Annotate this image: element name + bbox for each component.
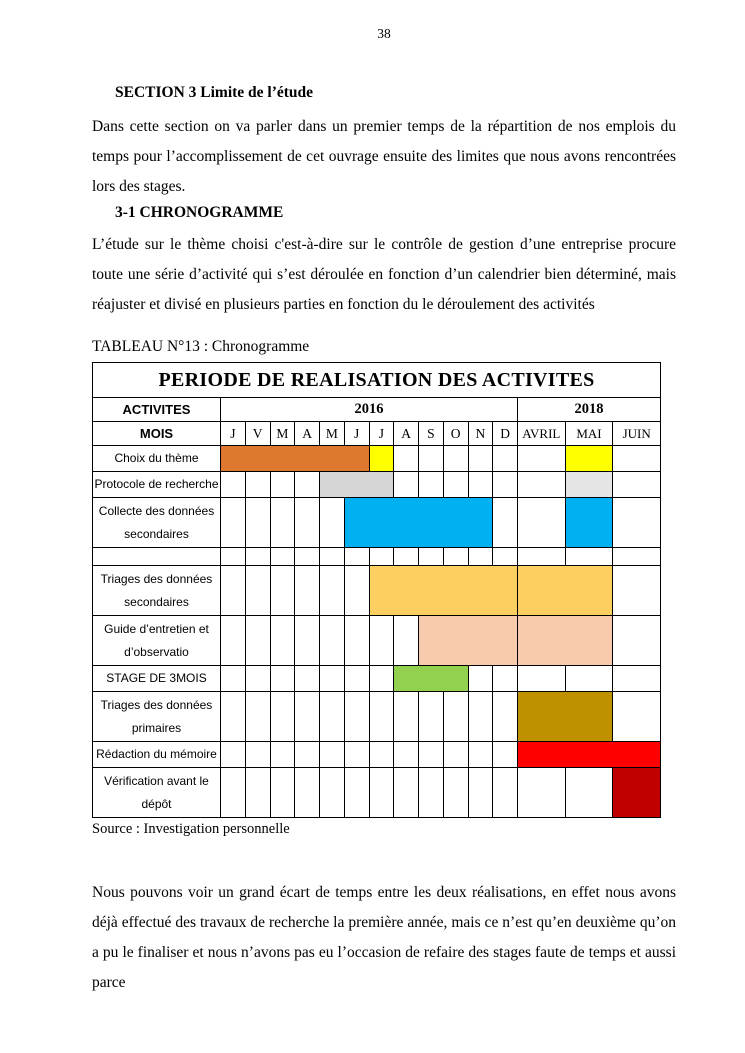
- empty-cell: [320, 566, 345, 616]
- empty-cell: [518, 548, 566, 566]
- empty-cell: [493, 768, 518, 818]
- empty-cell: [270, 692, 295, 742]
- empty-cell: [344, 666, 369, 692]
- empty-cell: [295, 742, 320, 768]
- empty-cell: [221, 666, 246, 692]
- empty-cell: [344, 692, 369, 742]
- empty-cell: [344, 742, 369, 768]
- activity-label: [93, 548, 221, 566]
- month-header-cell: O: [443, 422, 468, 446]
- empty-cell: [320, 548, 345, 566]
- month-header-cell: S: [419, 422, 444, 446]
- empty-cell: [245, 472, 270, 498]
- activity-label: STAGE DE 3MOIS: [93, 666, 221, 692]
- empty-cell: [295, 566, 320, 616]
- empty-cell: [344, 566, 369, 616]
- empty-cell: [443, 548, 468, 566]
- gantt-bar: [565, 498, 613, 548]
- empty-cell: [295, 498, 320, 548]
- activity-label: Choix du thème: [93, 446, 221, 472]
- empty-cell: [613, 548, 661, 566]
- month-header-cell: M: [270, 422, 295, 446]
- empty-cell: [493, 666, 518, 692]
- empty-cell: [565, 666, 613, 692]
- empty-cell: [369, 768, 394, 818]
- month-header-cell: A: [394, 422, 419, 446]
- empty-cell: [369, 692, 394, 742]
- empty-cell: [613, 472, 661, 498]
- empty-cell: [394, 548, 419, 566]
- page-number: 38: [377, 26, 391, 41]
- empty-cell: [443, 472, 468, 498]
- activity-label: Triages des données primaires: [93, 692, 221, 742]
- empty-cell: [344, 548, 369, 566]
- empty-cell: [468, 666, 493, 692]
- activity-label: Rédaction du mémoire: [93, 742, 221, 768]
- chronogramme-paragraph: L’étude sur le thème choisi c'est-à-dire sur le contrôle de gestion d’une entreprise procure toute une série d’activité qui s’est déroulée en fonction d’un calendrier bien déterminé, mais réajuster et divisé en plusieurs parties en fonction du le déroulement des activités: [92, 236, 676, 313]
- empty-cell: [270, 548, 295, 566]
- empty-cell: [468, 742, 493, 768]
- gantt-bar: [369, 566, 518, 616]
- empty-cell: [245, 742, 270, 768]
- activity-label: Guide d’entretien et d’observatio: [93, 616, 221, 666]
- empty-cell: [613, 498, 661, 548]
- gantt-bar: [565, 446, 613, 472]
- empty-cell: [518, 768, 566, 818]
- empty-cell: [394, 742, 419, 768]
- empty-cell: [493, 472, 518, 498]
- month-header-cell: J: [344, 422, 369, 446]
- empty-cell: [270, 616, 295, 666]
- activity-label: Vérification avant le dépôt: [93, 768, 221, 818]
- empty-cell: [468, 446, 493, 472]
- empty-cell: [320, 666, 345, 692]
- year-2018-header: 2018: [518, 398, 661, 422]
- empty-cell: [613, 616, 661, 666]
- empty-cell: [295, 692, 320, 742]
- empty-cell: [493, 446, 518, 472]
- empty-cell: [270, 566, 295, 616]
- empty-cell: [245, 566, 270, 616]
- empty-cell: [394, 472, 419, 498]
- empty-cell: [270, 498, 295, 548]
- empty-cell: [221, 768, 246, 818]
- empty-cell: [518, 472, 566, 498]
- empty-cell: [369, 742, 394, 768]
- empty-cell: [394, 692, 419, 742]
- empty-cell: [221, 742, 246, 768]
- gantt-bar: [518, 742, 661, 768]
- conclusion-paragraph: Nous pouvons voir un grand écart de temps entre les deux réalisations, en effet nous avons déjà effectué des travaux de recherche la première année, mais ce n’est qu’en deuxième qu’on a pu le finaliser et nous n’avons pas eu l’occasion de refaire des stages faute de temps et aussi parce: [92, 884, 676, 991]
- empty-cell: [320, 742, 345, 768]
- empty-cell: [493, 742, 518, 768]
- month-header-cell: JUIN: [613, 422, 661, 446]
- empty-cell: [245, 692, 270, 742]
- gantt-bar: [518, 692, 613, 742]
- empty-cell: [221, 472, 246, 498]
- activity-label: Triages des données secondaires: [93, 566, 221, 616]
- empty-cell: [443, 768, 468, 818]
- empty-cell: [369, 666, 394, 692]
- month-header-cell: MAI: [565, 422, 613, 446]
- empty-cell: [493, 692, 518, 742]
- empty-cell: [270, 472, 295, 498]
- empty-cell: [320, 616, 345, 666]
- empty-cell: [613, 666, 661, 692]
- empty-cell: [320, 692, 345, 742]
- activities-column-header: ACTIVITES: [93, 398, 221, 422]
- empty-cell: [394, 768, 419, 818]
- table-caption: TABLEAU N°13 : Chronogramme: [92, 338, 310, 355]
- empty-cell: [419, 742, 444, 768]
- empty-cell: [221, 548, 246, 566]
- activity-label: Collecte des données secondaires: [93, 498, 221, 548]
- empty-cell: [221, 498, 246, 548]
- month-header-cell: D: [493, 422, 518, 446]
- month-header-cell: M: [320, 422, 345, 446]
- gantt-title: PERIODE DE REALISATION DES ACTIVITES: [93, 363, 661, 398]
- empty-cell: [295, 666, 320, 692]
- empty-cell: [245, 666, 270, 692]
- empty-cell: [344, 616, 369, 666]
- gantt-bar: [565, 472, 613, 498]
- empty-cell: [221, 566, 246, 616]
- gantt-bar: [613, 768, 661, 818]
- empty-cell: [419, 692, 444, 742]
- empty-cell: [295, 472, 320, 498]
- intro-paragraph: Dans cette section on va parler dans un premier temps de la répartition de nos emplois du temps pour l’accomplissement de cet ouvrage ensuite des limites que nous avons rencontrées lors des stages.: [92, 118, 676, 195]
- gantt-bar: [221, 446, 370, 472]
- empty-cell: [394, 446, 419, 472]
- empty-cell: [369, 548, 394, 566]
- empty-cell: [565, 548, 613, 566]
- chronogramme-heading: 3-1 CHRONOGRAMME: [115, 204, 284, 221]
- empty-cell: [344, 768, 369, 818]
- year-2016-header: 2016: [221, 398, 518, 422]
- empty-cell: [245, 616, 270, 666]
- gantt-bar: [344, 498, 493, 548]
- empty-cell: [245, 768, 270, 818]
- chronogramme-gantt-table: [92, 362, 661, 818]
- empty-cell: [221, 616, 246, 666]
- empty-cell: [443, 446, 468, 472]
- empty-cell: [221, 692, 246, 742]
- gantt-bar: [518, 566, 613, 616]
- empty-cell: [419, 548, 444, 566]
- empty-cell: [613, 446, 661, 472]
- empty-cell: [613, 692, 661, 742]
- gantt-bar: [394, 666, 468, 692]
- empty-cell: [419, 446, 444, 472]
- empty-cell: [468, 548, 493, 566]
- gantt-bar: [419, 616, 518, 666]
- empty-cell: [270, 742, 295, 768]
- empty-cell: [394, 616, 419, 666]
- empty-cell: [419, 472, 444, 498]
- empty-cell: [295, 768, 320, 818]
- gantt-bar: [320, 472, 394, 498]
- month-header-cell: AVRIL: [518, 422, 566, 446]
- empty-cell: [270, 666, 295, 692]
- empty-cell: [320, 768, 345, 818]
- month-header-cell: A: [295, 422, 320, 446]
- empty-cell: [518, 498, 566, 548]
- empty-cell: [468, 692, 493, 742]
- activity-label: Protocole de recherche: [93, 472, 221, 498]
- month-header-cell: J: [221, 422, 246, 446]
- empty-cell: [443, 742, 468, 768]
- empty-cell: [468, 472, 493, 498]
- gantt-bar: [369, 446, 394, 472]
- empty-cell: [443, 692, 468, 742]
- empty-cell: [295, 616, 320, 666]
- empty-cell: [270, 768, 295, 818]
- section-heading: SECTION 3 Limite de l’étude: [115, 84, 314, 101]
- empty-cell: [518, 666, 566, 692]
- empty-cell: [493, 498, 518, 548]
- empty-cell: [468, 768, 493, 818]
- empty-cell: [518, 446, 566, 472]
- month-header-cell: N: [468, 422, 493, 446]
- empty-cell: [245, 498, 270, 548]
- empty-cell: [493, 548, 518, 566]
- gantt-bar: [518, 616, 613, 666]
- month-header-cell: J: [369, 422, 394, 446]
- empty-cell: [369, 616, 394, 666]
- empty-cell: [295, 548, 320, 566]
- month-header-cell: V: [245, 422, 270, 446]
- mois-row-header: MOIS: [93, 422, 221, 446]
- empty-cell: [419, 768, 444, 818]
- empty-cell: [565, 768, 613, 818]
- empty-cell: [245, 548, 270, 566]
- empty-cell: [320, 498, 345, 548]
- source-note: Source : Investigation personnelle: [92, 821, 290, 837]
- empty-cell: [613, 566, 661, 616]
